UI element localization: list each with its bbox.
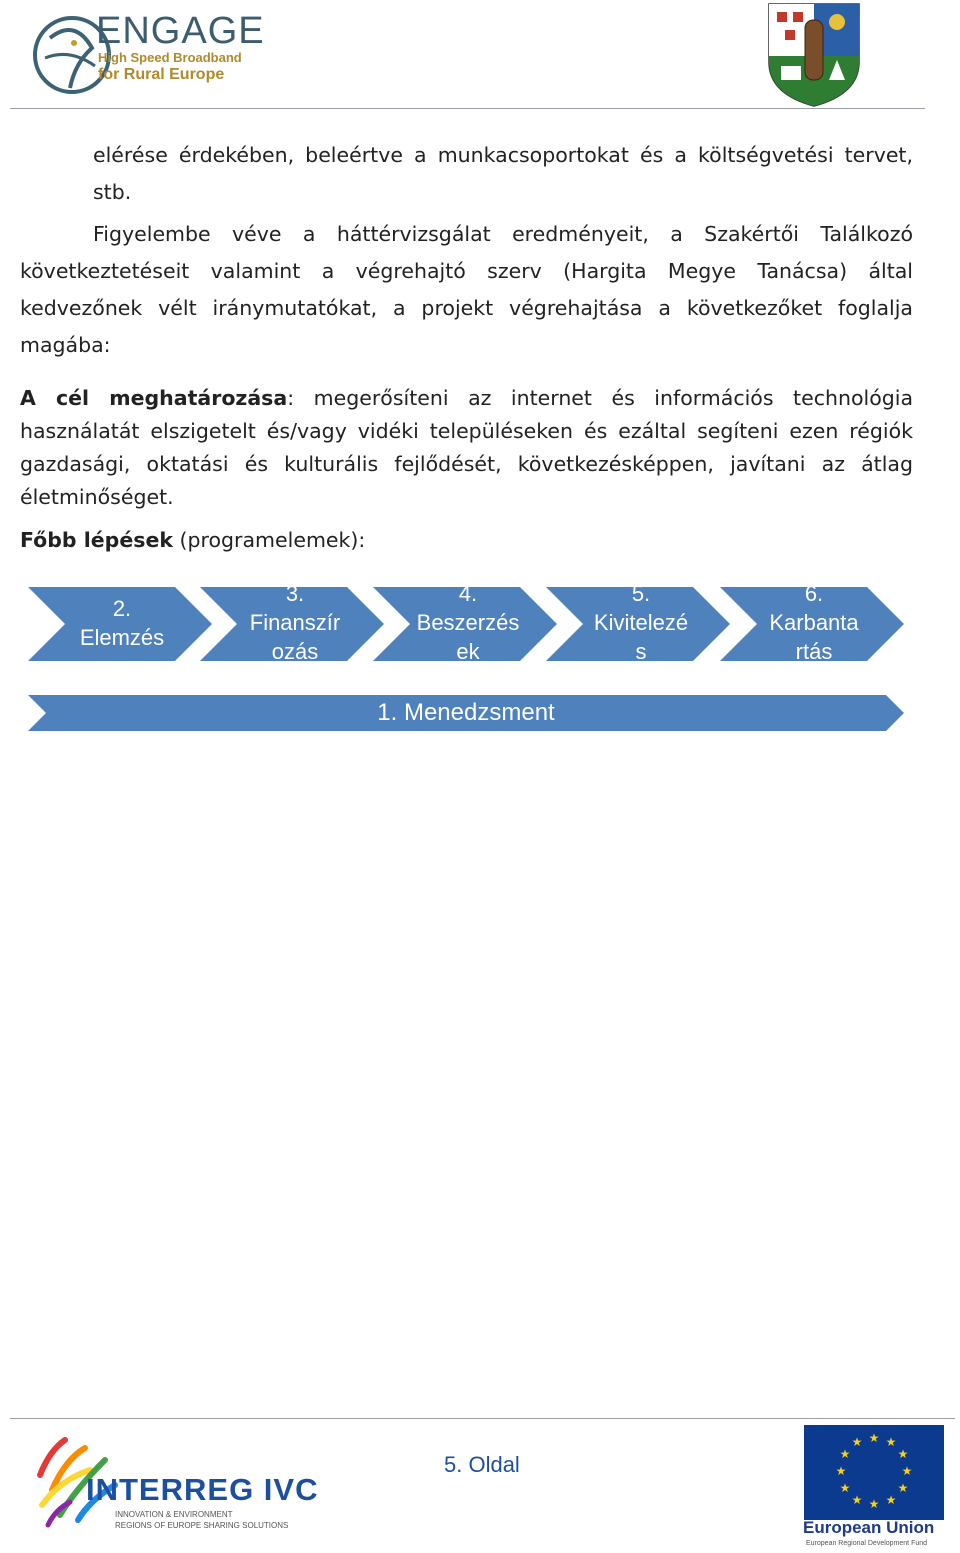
svg-text:★: ★ [868,1431,880,1445]
eu-subtitle: European Regional Development Fund [806,1540,928,1547]
step-5-name-2: s [635,639,647,661]
step-4-name-2: ek [456,639,480,661]
step-3-name-1: Finanszír [249,610,341,635]
header-divider [10,108,925,109]
paragraph-2: Figyelembe véve a háttérvizsgálat eredményeit, a Szakértői Találkozó következtetéseit valamint a végrehajtó szerv (Hargita Megye Tanácsa) által kedvezőnek vélt iránymutatókat, a projekt végrehajtása a következőket foglalja magába: [20,222,913,357]
page-header [0,0,960,110]
step-2-label [58,587,186,668]
goal-paragraph [20,382,913,514]
svg-text:★: ★ [868,1497,880,1511]
paragraph-1: elérése érdekében, beleértve a munkacsoportokat és a költségvetési tervet, stb. [93,143,913,204]
step-3-name-2: ozás [271,639,319,661]
step-4-name-1: Beszerzés [416,610,520,635]
steps-heading-rest: (programelemek): [173,528,366,552]
footer-divider [10,1418,955,1419]
steps-heading-paragraph [20,522,913,559]
eu-flag-icon [804,1425,944,1520]
step-2-name: Elemzés [79,625,165,650]
step-6-name-2: rtás [795,639,833,661]
svg-text:★: ★ [839,1481,851,1495]
interreg-subtitle-1: INNOVATION & ENVIRONMENT [115,1510,233,1519]
svg-text:★: ★ [851,1435,863,1449]
step-3-label [230,579,360,661]
step-3-number: 3. [285,581,305,606]
interreg-subtitle-2: REGIONS OF EUROPE SHARING SOLUTIONS [115,1521,289,1530]
svg-text:★: ★ [901,1464,913,1478]
step-4-label [403,579,533,661]
management-label: 1. Menedzsment [377,699,555,726]
svg-text:★: ★ [851,1493,863,1507]
step-5-label [576,579,706,661]
step-6-number: 6. [804,581,824,606]
step-6-label [750,579,878,661]
step-5-number: 5. [631,581,651,606]
eu-label: European Union [803,1518,935,1537]
step-2-number: 2. [112,596,132,621]
svg-text:★: ★ [897,1481,909,1495]
goal-text: : megerősíteni az internet és információs technológia használatát elszigetelt és/vagy vidéki településeken és ezáltal segíteni ezen régiók gazdasági, oktatási és kulturális fejlődését, következésképpen, javítani az átlag életminőséget. [20,386,914,509]
logo-title: ENGAGE [96,10,265,52]
goal-heading: A cél meghatározása [20,386,288,410]
logo-subtitle-1: High Speed Broadband [98,50,242,65]
svg-text:★: ★ [885,1493,897,1507]
step-5-name-1: Kivitelezé [593,610,689,635]
step-6-name-1: Karbanta [769,610,859,635]
svg-text:★: ★ [835,1464,847,1478]
logo-subtitle-2: for Rural Europe [98,66,225,83]
steps-heading: Főbb lépések [20,528,173,552]
county-crest-icon [767,2,861,108]
svg-text:★: ★ [885,1435,897,1449]
interreg-title: INTERREG IVC [86,1472,319,1507]
svg-text:★: ★ [897,1447,909,1461]
step-4-number: 4. [458,581,478,606]
page-number: 5. Oldal [444,1452,520,1477]
svg-text:★: ★ [839,1447,851,1461]
